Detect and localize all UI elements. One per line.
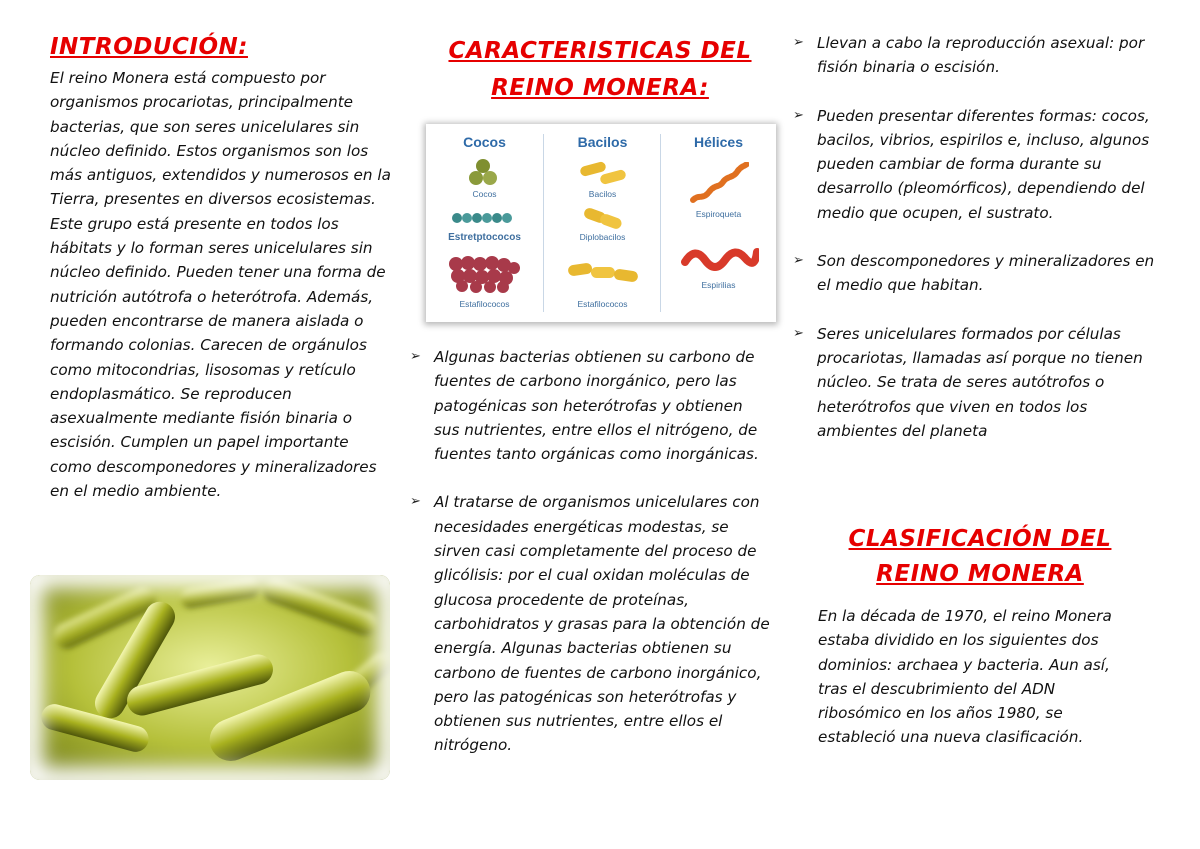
figure-column-cocos [426,124,543,322]
arrowhead-bullet-icon: ➢ [793,325,804,341]
right-column-bullet [793,322,1158,443]
characteristics-bullet [410,345,770,466]
label-cocos: Cocos [472,189,497,199]
classification-paragraph: En la década de 1970, el reino Monera estaba dividido en los siguientes dos dominios: archaea y bacteria. Aun así, tras el descubrimiento del ADN ribosómico en los años 1980, se estableció una nueva clasificación. [818,607,1112,747]
characteristics-heading-line2: REINO MONERA: [491,75,709,101]
right-column-bullet-text: Llevan a cabo la reproducción asexual: por fisión binaria o escisión. [817,34,1145,77]
bacteria-illustration [30,575,390,780]
arrowhead-bullet-icon: ➢ [410,494,421,510]
right-column-bullet-text: Seres unicelulares formados por células procariotas, llamadas así porque no tienen núcleo. Se trata de seres autótrofos o heterótrofos que viven en todos los ambientes del planeta [817,324,1143,440]
characteristics-bullet-text: Algunas bacterias obtienen su carbono de fuentes de carbono inorgánico, pero las patogénicas son heterótrofas y obtienen sus nutrientes, entre ellos el nitrógeno, de fuentes tanto orgánicas como inorgánicas. [434,348,759,464]
arrowhead-bullet-icon: ➢ [793,107,804,123]
right-column-bullet [793,104,1158,225]
characteristics-bullet-text: Al tratarse de organismos unicelulares con necesidades energéticas modestas, se sirven casi completamente del proceso de glicólisis: por el cual oxidan moléculas de glucosa procedente de proteínas, carbohidratos y grasas para la obtención de energía. Algunas bacterias obtienen su carbono de fuentes de carbono inorgánico, pero las patogénicas son heterótrofas y obtienen sus nutrientes, entre ellos el nitrógeno. [434,493,770,755]
label-bacilos: Bacilos [588,189,617,199]
classification-heading-line1: CLASIFICACIÓN DEL [848,526,1112,552]
espiroqueta-illustration [689,162,749,206]
characteristics-bullet [410,490,770,757]
label-estafilococos-1: Estafilococos [459,299,510,309]
label-espirilos: Espirilias [701,280,736,290]
characteristics-heading [425,33,775,107]
classification-heading-line2: REINO MONERA [876,561,1084,587]
figure-column-helices [661,124,776,322]
diplobacilos-illustration [582,208,626,230]
label-diplobacilos: Diplobacilos [579,232,626,242]
figure-heading-cocos: Cocos [463,134,506,150]
characteristics-bullet-list [410,345,770,782]
figure-heading-bacilos: Bacilos [577,134,628,150]
right-column-bullet-text: Son descomponedores y mineralizadores en el medio que habitan. [817,252,1155,295]
right-column-bullet-text: Pueden presentar diferentes formas: cocos, bacilos, vibrios, espirilos e, incluso, algunos pueden cambiar de forma durante su desarrollo (pleomórficos), dependiendo del medio que ocupen, el sustrato. [817,106,1150,222]
cocos-illustration [464,158,504,186]
right-column-bullet-list [793,31,1158,467]
label-estreptococos: Estretptococos [448,232,521,243]
arrowhead-bullet-icon: ➢ [793,253,804,269]
label-estafilococos-2: Estafilococos [577,299,628,309]
right-column-bullet [793,249,1158,298]
estafilococos-illustration [448,254,522,294]
label-espiroqueta: Espiroqueta [695,209,742,219]
arrowhead-bullet-icon: ➢ [793,35,804,50]
characteristics-heading-line1: CARACTERISTICAS DEL [448,38,752,64]
bacteria-photo [30,575,390,780]
figure-heading-helices: Hélices [693,134,744,150]
classification-heading [815,522,1145,592]
arrowhead-bullet-icon: ➢ [410,349,421,364]
figure-column-bacilos [544,124,661,322]
bacilos-illustration [578,160,630,186]
right-column-bullet [793,31,1158,80]
introduction-heading: INTRODUCIÓN: [50,34,248,60]
bacteria-shapes-figure [426,124,776,322]
introduction-paragraph: El reino Monera está compuesto por organismos procariotas, principalmente bacterias, que son seres unicelulares sin núcleo definido. Estos organismos son los más antiguos, extendidos y numerosos en la Tierra, presentes en diversos ecosistemas. Este grupo está presente en todos los hábitats y lo forman seres unicelulares sin núcleo definido. Pueden tener una forma de nutrición autótrofa o heterótrofa. Además, pueden encontrarse de manera aislada o formando colonias. Carecen de orgánulos como mitocondrias, lisosomas y retículo endoplasmático. Se reproducen asexualmente mediante fisión binaria o escisión. Cumplen un papel importante como descomponedores y mineralizadores en el medio ambiente. [50,69,391,501]
estreptobacilos-illustration [566,258,642,288]
espirilos-illustration [681,242,759,276]
estreptococos-illustration [451,210,521,226]
